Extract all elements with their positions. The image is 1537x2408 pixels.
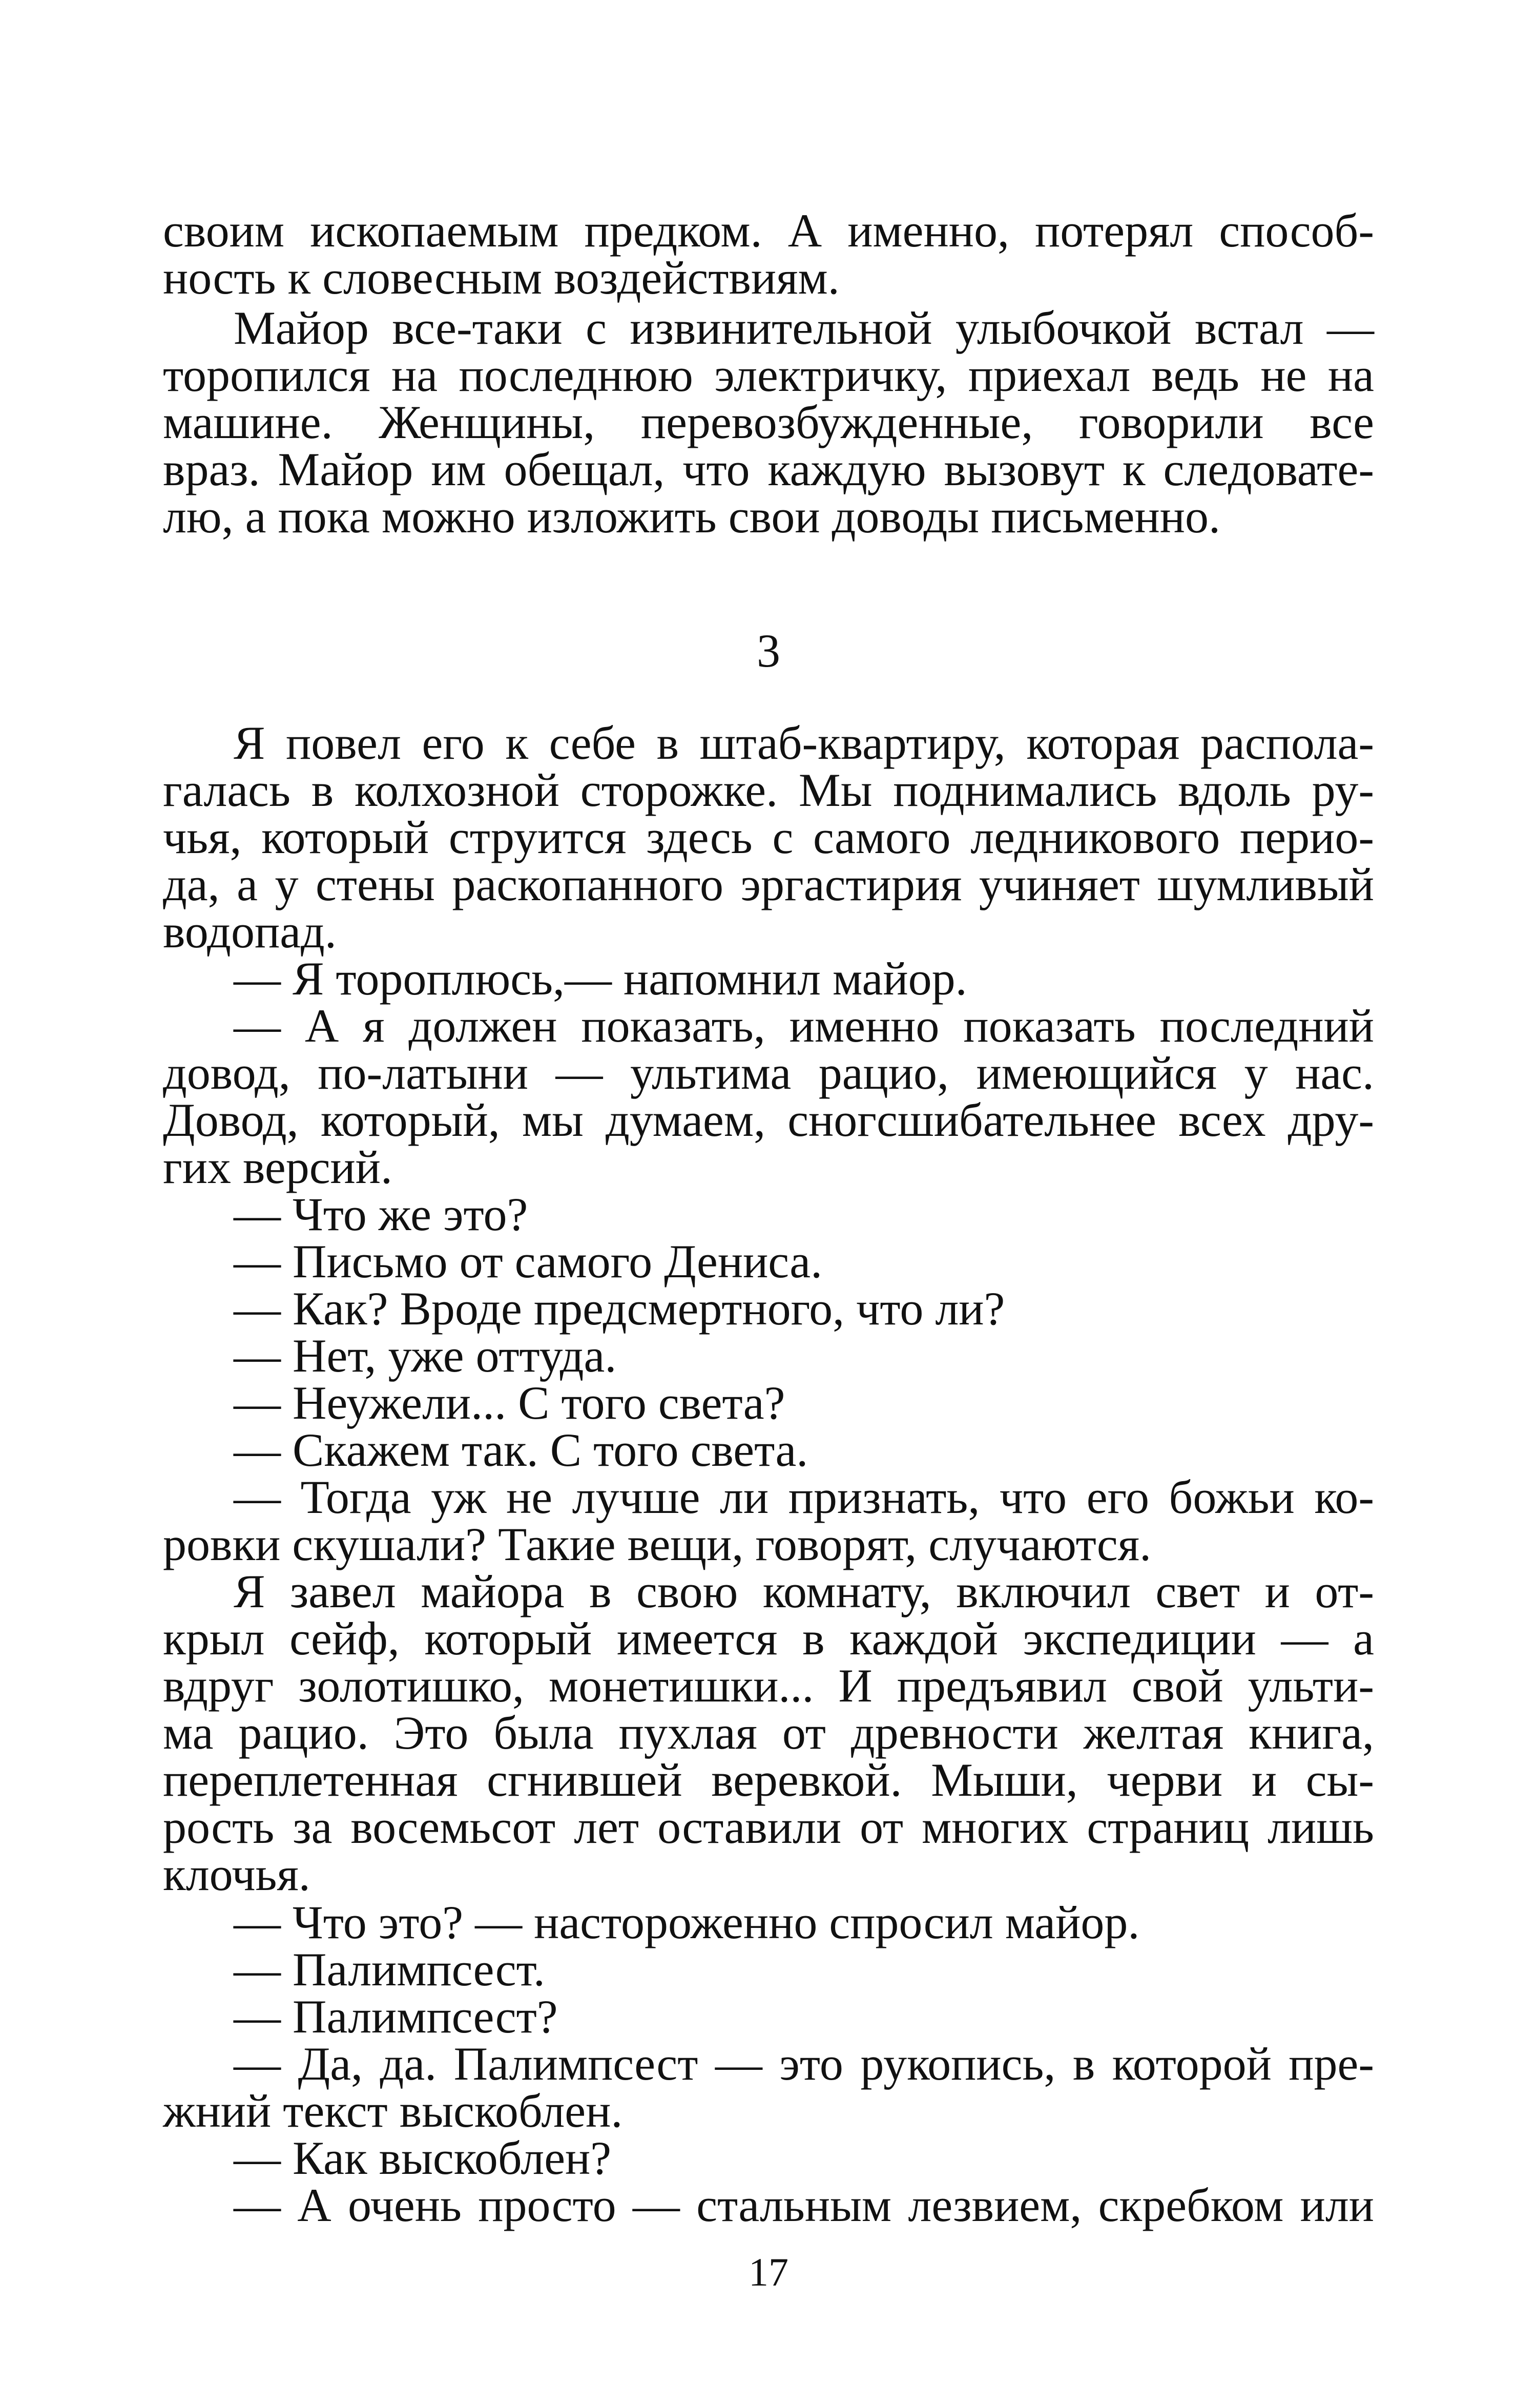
text-line: — Что это? — настороженно спросил майор. (234, 1896, 1140, 1948)
text-line: враз. Майор им обещал, что каждую вызовут к следовате- (163, 443, 1374, 495)
text-line: переплетенная сгнившей веревкой. Мыши, черви и сы- (163, 1754, 1374, 1806)
text-line: — Я тороплюсь,— напомнил майор. (234, 952, 967, 1005)
section-number: 3 (757, 625, 780, 677)
text-line: — Тогда уж не лучше ли признать, что его божьи ко- (234, 1471, 1374, 1523)
text-line: — Нет, уже оттуда. (234, 1330, 617, 1382)
text-line: да, а у стены раскопанного эргастирия учиняет шумливый (163, 858, 1374, 910)
text-line: рость за восемьсот лет оставили от многих страниц лишь (163, 1801, 1374, 1853)
text-line: лю, а пока можно изложить свои доводы письменно. (163, 490, 1220, 543)
text-line: — Скажем так. С того света. (234, 1424, 808, 1476)
text-line: Я завел майора в свою комнату, включил свет и от- (234, 1565, 1374, 1617)
text-line: довод, по-латыни — ультима рацио, имеющийся у нас. (163, 1047, 1374, 1099)
text-line: Майор все-таки с извинительной улыбочкой встал — (234, 302, 1374, 354)
text-line: — Да, да. Палимпсест — это рукопись, в которой пре- (234, 2038, 1374, 2090)
text-line: Я повел его к себе в штаб-квартиру, которая распола- (234, 717, 1374, 769)
text-line: ровки скушали? Такие вещи, говорят, случаются. (163, 1518, 1152, 1570)
text-line: жний текст выскоблен. (163, 2085, 623, 2137)
text-line: — Письмо от самого Дениса. (234, 1235, 823, 1288)
text-line: ность к словесным воздействиям. (163, 252, 840, 304)
text-line: — Что же это? (234, 1188, 528, 1240)
text-line: водопад. (163, 905, 337, 958)
text-line: — Палимпсест? (234, 1990, 558, 2043)
text-line: галась в колхозной сторожке. Мы поднимались вдоль ру- (163, 764, 1374, 816)
text-line: гих версий. (163, 1141, 393, 1193)
text-line: крыл сейф, который имеется в каждой экспедиции — а (163, 1612, 1374, 1665)
text-line: — Как выскоблен? (234, 2132, 612, 2184)
text-line: клочья. (163, 1848, 310, 1900)
text-line: машине. Женщины, перевозбужденные, говорили все (163, 396, 1374, 448)
text-line: — А я должен показать, именно показать последний (234, 1000, 1374, 1052)
text-line: — Неужели... С того света? (234, 1377, 785, 1429)
text-line: торопился на последнюю электричку, приехал ведь не на (163, 349, 1374, 401)
text-line: своим ископаемым предком. А именно, потерял способ- (163, 204, 1374, 257)
text-line: Довод, который, мы думаем, сногсшибательнее всех дру- (163, 1094, 1374, 1146)
text-line: — А очень просто — стальным лезвием, скребком или (234, 2179, 1374, 2231)
page-number: 17 (749, 2250, 788, 2294)
text-line: ма рацио. Это была пухлая от древности желтая книга, (163, 1707, 1374, 1759)
text-line: чья, который струится здесь с самого ледникового перио- (163, 811, 1374, 863)
text-line: — Как? Вроде предсмертного, что ли? (234, 1282, 1005, 1335)
text-line: вдруг золотишко, монетишки... И предъявил свой ульти- (163, 1659, 1374, 1712)
text-line: — Палимпсест. (234, 1943, 545, 1996)
